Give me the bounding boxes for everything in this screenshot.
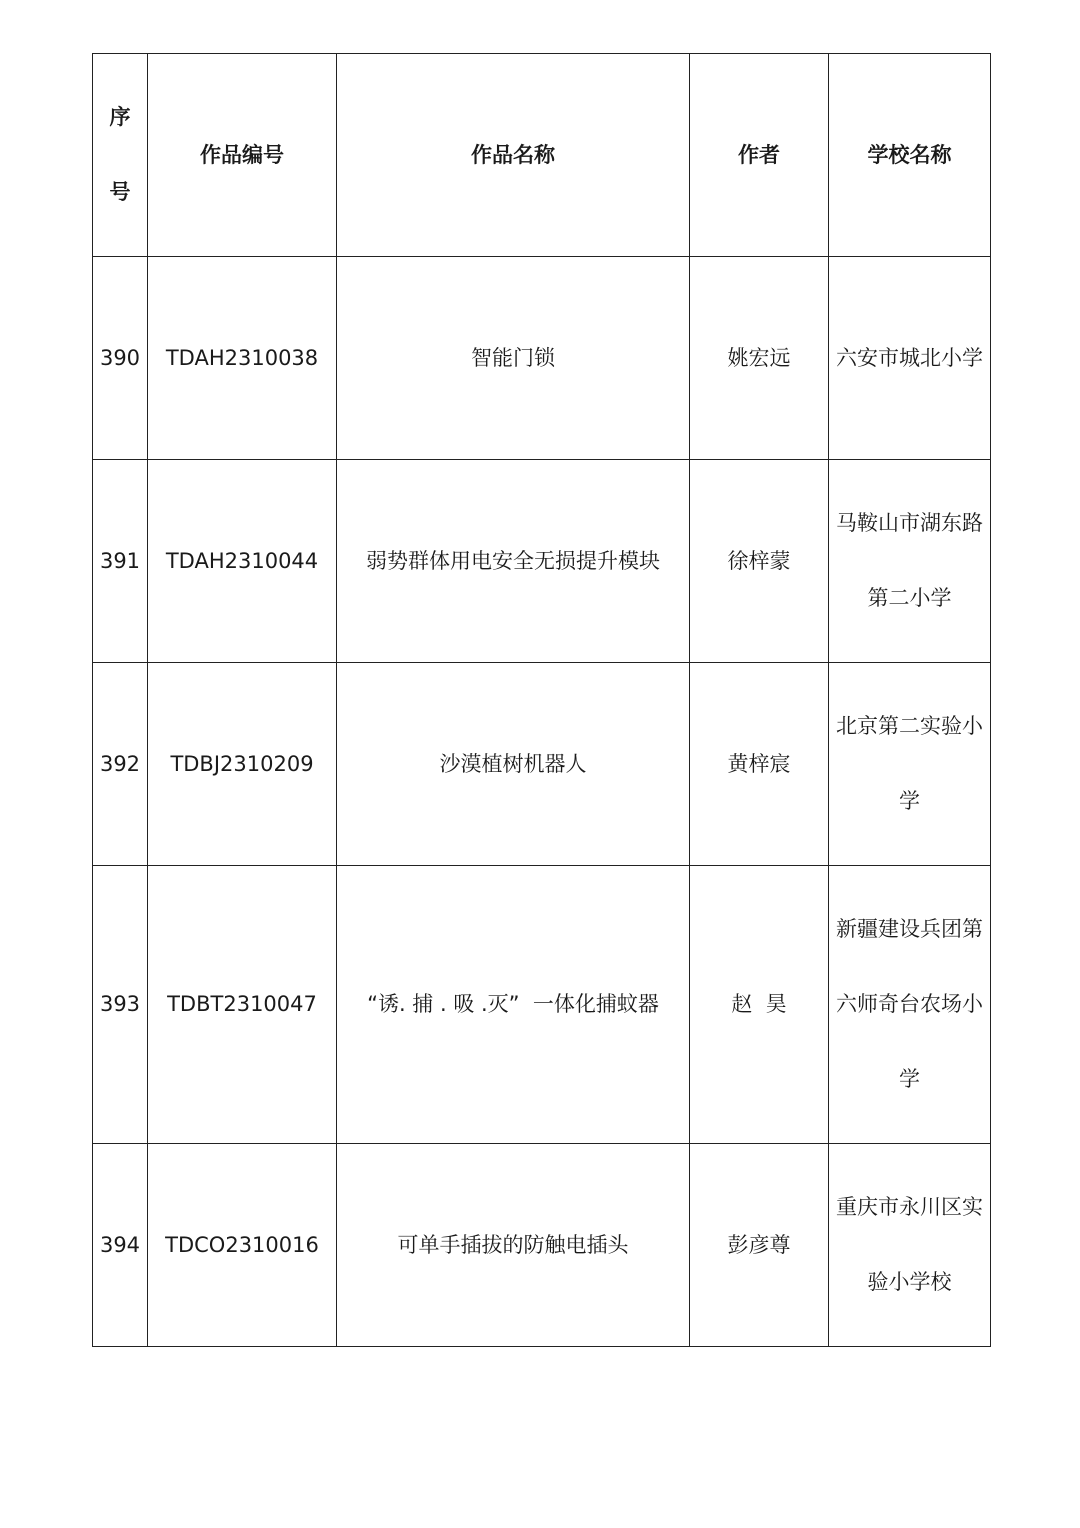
cell-name: 弱势群体用电安全无损提升模块 xyxy=(337,460,690,663)
header-code: 作品编号 xyxy=(148,54,337,257)
cell-seq: 391 xyxy=(93,460,148,663)
header-school: 学校名称 xyxy=(829,54,991,257)
cell-school: 马鞍山市湖东路第二小学 xyxy=(829,460,991,663)
header-author: 作者 xyxy=(690,54,829,257)
header-seq: 序号 xyxy=(93,54,148,257)
table-row xyxy=(93,663,991,866)
cell-name: “诱. 捕 . 吸 .灭” 一体化捕蚊器 xyxy=(337,866,690,1144)
cell-code: TDCO2310016 xyxy=(148,1144,337,1347)
cell-author: 徐梓蒙 xyxy=(690,460,829,663)
cell-code: TDBJ2310209 xyxy=(148,663,337,866)
cell-school: 重庆市永川区实验小学校 xyxy=(829,1144,991,1347)
table-row xyxy=(93,1144,991,1347)
cell-seq: 390 xyxy=(93,257,148,460)
cell-seq: 392 xyxy=(93,663,148,866)
cell-code: TDAH2310044 xyxy=(148,460,337,663)
results-table-container xyxy=(92,53,990,1347)
results-table xyxy=(92,53,991,1347)
table-row xyxy=(93,257,991,460)
table-row xyxy=(93,460,991,663)
cell-author: 姚宏远 xyxy=(690,257,829,460)
cell-seq: 394 xyxy=(93,1144,148,1347)
cell-code: TDAH2310038 xyxy=(148,257,337,460)
header-name: 作品名称 xyxy=(337,54,690,257)
table-header-row xyxy=(93,54,991,257)
cell-seq: 393 xyxy=(93,866,148,1144)
cell-school: 新疆建设兵团第六师奇台农场小学 xyxy=(829,866,991,1144)
cell-name: 沙漠植树机器人 xyxy=(337,663,690,866)
cell-author: 彭彦尊 xyxy=(690,1144,829,1347)
cell-school: 六安市城北小学 xyxy=(829,257,991,460)
cell-code: TDBT2310047 xyxy=(148,866,337,1144)
cell-author: 黄梓宸 xyxy=(690,663,829,866)
table-row xyxy=(93,866,991,1144)
cell-name: 可单手插拔的防触电插头 xyxy=(337,1144,690,1347)
cell-author: 赵 昊 xyxy=(690,866,829,1144)
cell-name: 智能门锁 xyxy=(337,257,690,460)
cell-school: 北京第二实验小学 xyxy=(829,663,991,866)
